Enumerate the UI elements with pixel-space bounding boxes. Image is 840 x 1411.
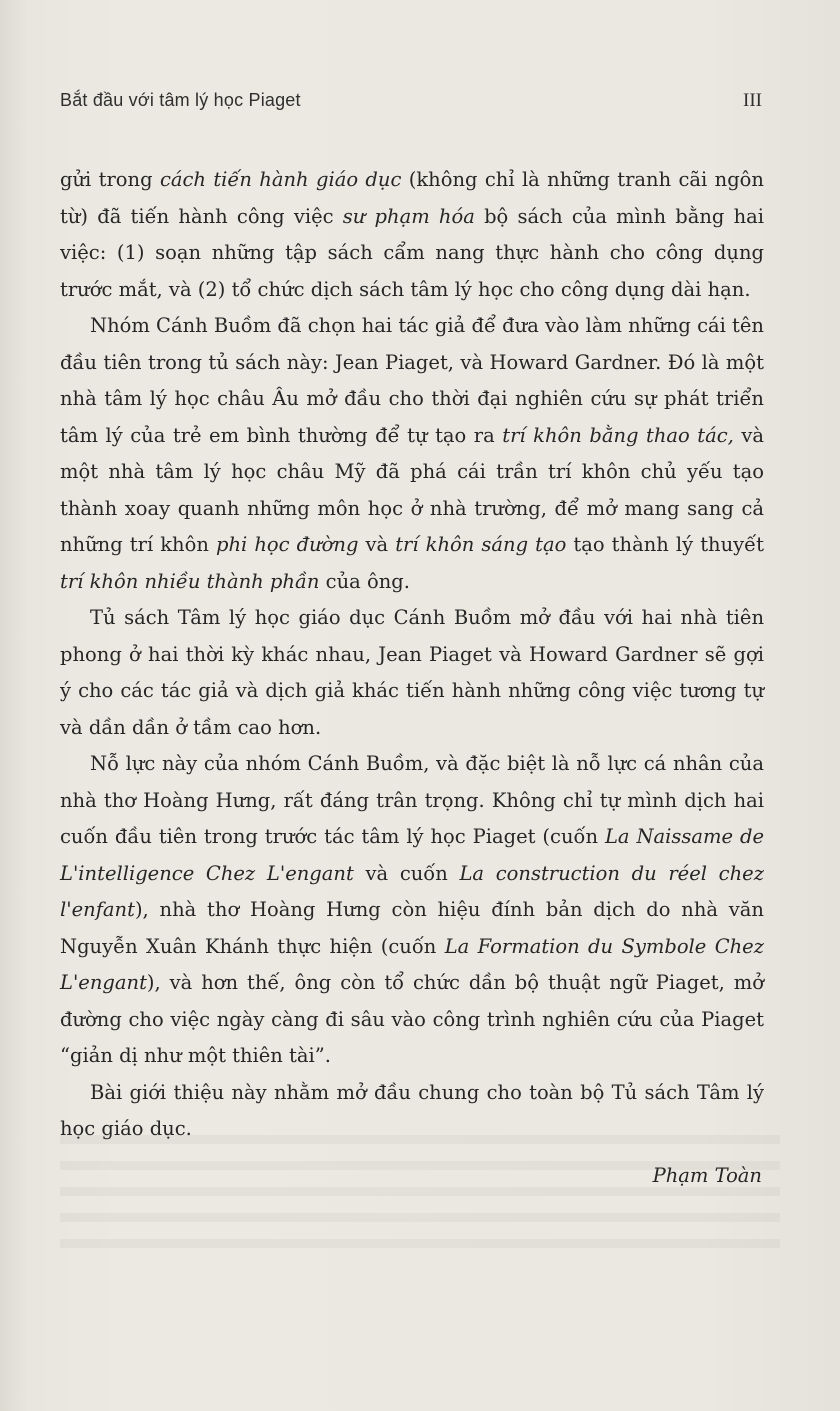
show-through-texture [60, 1135, 780, 1255]
body-text [60, 162, 764, 1148]
text-run: Nỗ lực này của nhóm Cánh Buồm, và đặc biệt là nỗ lực cá nhân của nhà thơ Hoàng Hưng, rất đáng trân trọng. Không chỉ tự mình dịch hai cuốn đầu tiên trong trước tác tâm lý học Piaget (cuốn [60, 752, 764, 848]
text-run: bộ sách của mình bằng hai việc: (1) soạn những tập sách cẩm nang thực hành cho công dụng trước mắt, và (2) tổ chức dịch sách tâm lý học cho công dụng dài hạn. [60, 204, 765, 301]
text-run: và một nhà tâm lý học châu Mỹ đã phá cái trần trí khôn chủ yếu tạo thành xoay quanh những môn học ở nhà trường, để mở mang sang cả những trí khôn [60, 423, 765, 556]
text-run: Tủ sách Tâm lý học giáo dục Cánh Buồm mở đầu với hai nhà tiên phong ở hai thời kỳ khác nhau, Jean Piaget và Howard Gardner sẽ gợi ý cho các tác giả và dịch giả khác tiến hành những công việc tương tự và dần dần ở tầm cao hơn. [60, 606, 764, 739]
paragraph-4 [60, 746, 764, 1075]
text-run: và cuốn [353, 861, 460, 885]
text-run: ), và hơn thế, ông còn tổ chức dần bộ thuật ngữ Piaget, mở đường cho việc ngày càng đi sâu vào công trình nghiên cứu của Piaget “giản dị như một thiên tài”. [60, 971, 764, 1067]
text-run: tạo thành lý thuyết [566, 533, 765, 556]
text-run: của ông. [319, 569, 410, 593]
running-title: Bắt đầu với tâm lý học Piaget [60, 90, 301, 110]
text-run: ), nhà thơ Hoàng Hưng còn hiệu đính bản dịch do nhà văn Nguyễn Xuân Khánh thực hiện (cuốn [60, 898, 764, 958]
text-run: gửi trong [60, 168, 160, 191]
italic-run: La Naissame de L'intelligence Chez L'engant [60, 825, 764, 885]
italic-run: trí khôn sáng tạo [395, 533, 567, 556]
paragraph-3 [60, 600, 764, 746]
italic-run: La Formation du Symbole Chez L'engant [60, 934, 764, 994]
running-header [60, 88, 762, 116]
author-signature: Phạm Toàn [652, 1164, 762, 1187]
italic-run: phi học đường [215, 533, 359, 556]
text-run: Bài giới thiệu này nhằm mở đầu chung cho toàn bộ Tủ sách Tâm lý học giáo dục. [60, 1080, 764, 1140]
italic-run: cách tiến hành giáo dục [159, 168, 402, 191]
paragraph-2 [60, 308, 764, 600]
italic-run: trí khôn nhiều thành phần [60, 569, 320, 593]
text-run: và [358, 533, 396, 556]
italic-run: sư phạm hóa [342, 204, 475, 228]
page-number: III [743, 90, 762, 111]
text-run: Nhóm Cánh Buồm đã chọn hai tác giả để đưa vào làm những cái tên đầu tiên trong tủ sách này: Jean Piaget, và Howard Gardner. Đó là một nhà tâm lý học châu Âu mở đầu cho thời đại nghiên cứu sự phát triển tâm lý của trẻ em bình thường để tự tạo ra [60, 314, 764, 447]
italic-run: La construction du réel chez l'enfant [60, 861, 764, 921]
text-run: (không chỉ là những tranh cãi ngôn từ) đã tiến hành công việc [60, 168, 764, 228]
paragraph-1 [60, 162, 764, 308]
italic-run: trí khôn bằng thao tác, [502, 423, 734, 447]
